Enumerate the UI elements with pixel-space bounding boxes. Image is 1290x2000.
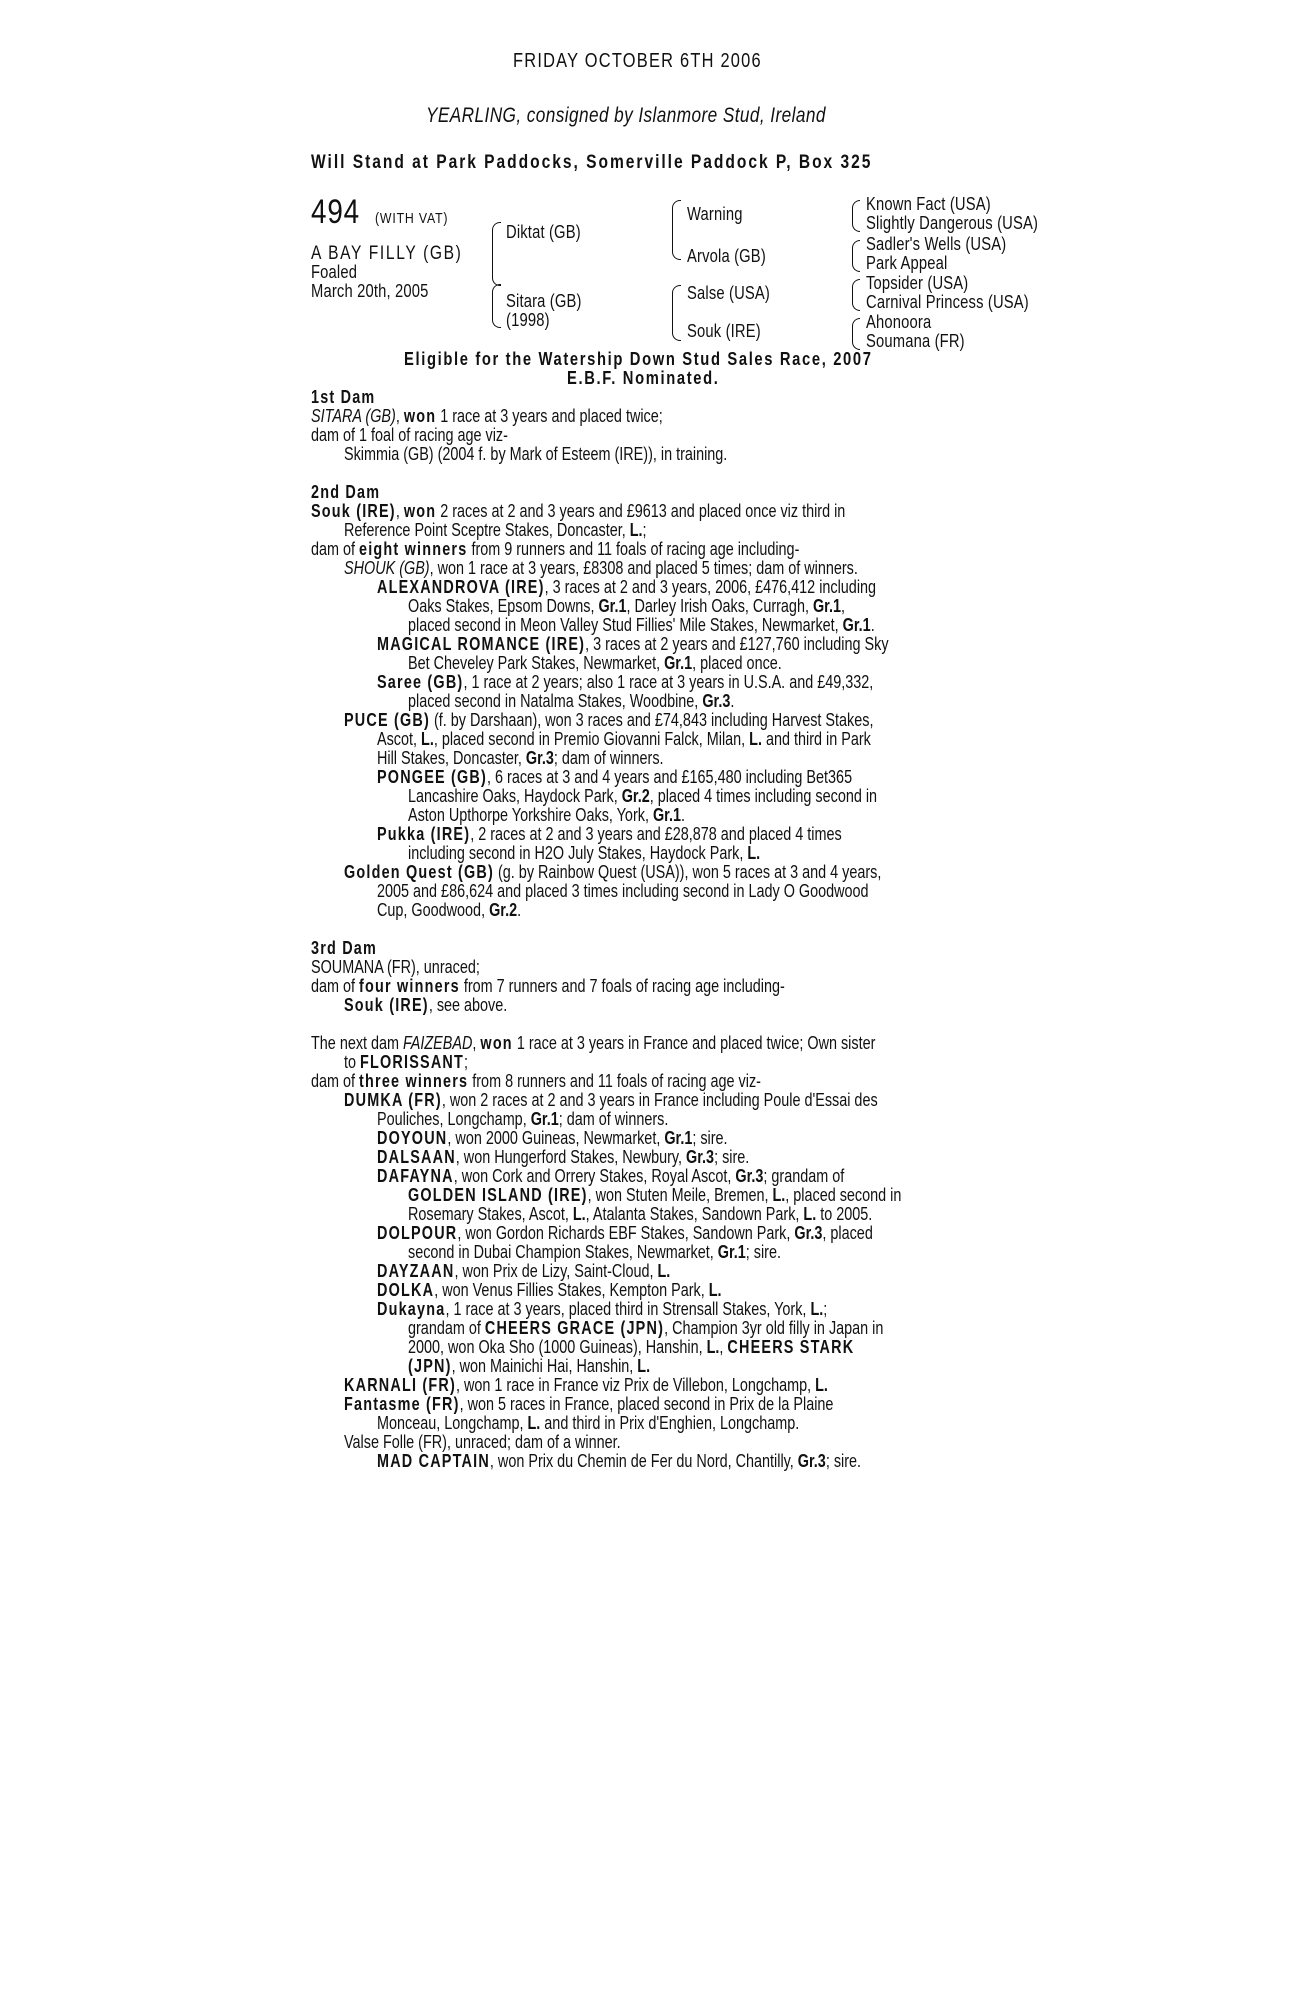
- pedigree-sd: Arvola (GB): [687, 246, 766, 266]
- pedigree-ddd: Soumana (FR): [866, 331, 965, 351]
- third-dam-heading: 3rd Dam: [311, 938, 378, 958]
- sale-date: FRIDAY OCTOBER 6TH 2006: [513, 50, 762, 72]
- alexandrova-entry: ALEXANDROVA (IRE), 3 races at 2 and 3 years, 2006, £476,412 including: [377, 577, 877, 597]
- sds-brace: [852, 240, 860, 272]
- ss-brace: [672, 200, 681, 260]
- pedigree-dam-year: (1998): [506, 310, 550, 330]
- pedigree-dsd: Carnival Princess (USA): [866, 292, 1029, 312]
- pedigree-ds: Salse (USA): [687, 283, 771, 303]
- dolpour-entry: DOLPOUR, won Gordon Richards EBF Stakes, Sandown Park, Gr.3, placed: [377, 1223, 873, 1243]
- dss-brace: [852, 279, 860, 311]
- dukayna-entry: Dukayna, 1 race at 3 years, placed third in Strensall Stakes, York, L.;: [377, 1299, 828, 1319]
- valse-folle-entry: Valse Folle (FR), unraced; dam of a winner.: [344, 1432, 621, 1452]
- dalsaan-entry: DALSAAN, won Hungerford Stakes, Newbury, Gr.3; sire.: [377, 1147, 750, 1167]
- pukka-entry: Pukka (IRE), 2 races at 2 and 3 years and £28,878 and placed 4 times: [377, 824, 842, 844]
- pedigree-ss: Warning: [687, 204, 743, 224]
- dumka-entry: DUMKA (FR), won 2 races at 2 and 3 years in France including Poule d'Essai des: [344, 1090, 878, 1110]
- pedigree-dds: Ahonoora: [866, 312, 932, 332]
- pedigree-dam: Sitara (GB): [506, 291, 582, 311]
- fantasme-entry: Fantasme (FR), won 5 races in France, placed second in Prix de la Plaine: [344, 1394, 834, 1414]
- dayzaan-entry: DAYZAAN, won Prix de Lizy, Saint-Cloud, L.: [377, 1261, 671, 1281]
- sire-brace: [492, 222, 501, 286]
- mad-captain-entry: MAD CAPTAIN, won Prix du Chemin de Fer du Nord, Chantilly, Gr.3; sire.: [377, 1451, 862, 1471]
- first-dam-line: SITARA (GB), won 1 race at 3 years and placed twice;: [311, 406, 663, 426]
- vat-note: (WITH VAT): [375, 210, 449, 227]
- ebf-nominated: E.B.F. Nominated.: [567, 368, 720, 388]
- consignor-line: YEARLING, consigned by Islanmore Stud, Ireland: [426, 104, 826, 127]
- pedigree-dd: Souk (IRE): [687, 321, 761, 341]
- second-dam-line: Souk (IRE), won 2 races at 2 and 3 years and £9613 and placed once viz third in: [311, 501, 846, 521]
- dolka-entry: DOLKA, won Venus Fillies Stakes, Kempton Park, L.: [377, 1280, 722, 1300]
- sss-brace: [852, 200, 860, 232]
- karnali-entry: KARNALI (FR), won 1 race in France viz Prix de Villebon, Longchamp, L.: [344, 1375, 828, 1395]
- stand-location: Will Stand at Park Paddocks, Somerville Paddock P, Box 325: [311, 152, 873, 173]
- catalogue-page: FRIDAY OCTOBER 6TH 2006 YEARLING, consigned by Islanmore Stud, Ireland Will Stand at Park Paddocks, Somerville Paddock P, Box 325 494 (WITH VAT) A BAY FILLY (GB) Foaled March 20th, 2005 Diktat (GB) Sitara (GB) (1998) Warning Arvola (GB) Salse (USA) Souk (IRE) Known Fact (USA) Slightly Dangerous (USA) Sadler's Wells (USA) Park Appeal Topsider (USA) Carnival Princess (USA) Ahonoora Soumana (FR) Eligible for the Watership Down Stud Sales Race, 2007 E.B.F. Nominated. 1st Dam SITARA (GB), won 1 race at 3 years and placed twice; dam of 1 foal of racing age viz- Skimmia (GB) (2004 f. by Mark of Esteem (IRE)), in training. 2nd Dam Souk (IRE), won 2 races at 2 and 3 years and £9613 and placed once viz third in Reference Point Sceptre Stakes, Doncaster, L.; dam of eight winners from 9 runners and 11 foals of racing age including- SHOUK (GB), won 1 race at 3 years, £8308 and placed 5 times; dam of winners. ALEXANDROVA (IRE), 3 races at 2 and 3 years, 2006, £476,412 including Oaks Stakes, Epsom Downs, Gr.1, Darley Irish Oaks, Curragh, Gr.1, placed second in Meon Valley Stud Fillies' Mile Stakes, Newmarket, Gr.1. MAGICAL ROMANCE (IRE), 3 races at 2 years and £127,760 including Sky Bet Cheveley Park Stakes, Newmarket, Gr.1, placed once. Saree (GB), 1 race at 2 years; also 1 race at 3 years in U.S.A. and £49,332, placed second in Natalma Stakes, Woodbine, Gr.3. PUCE (GB) (f. by Darshaan), won 3 races and £74,843 including Harvest Stakes, Ascot, L., placed second in Premio Giovanni Falck, Milan, L. and third in Park Hill Stakes, Doncaster, Gr.3; dam of winners. PONGEE (GB), 6 races at 3 and 4 years and £165,480 including Bet365 Lancashire Oaks, Haydock Park, Gr.2, placed 4 times including second in Aston Upthorpe Yorkshire Oaks, York, Gr.1. Pukka (IRE), 2 races at 2 and 3 years and £28,878 and placed 4 times including second in H2O July Stakes, Haydock Park, L. Golden Quest (GB) (g. by Rainbow Quest (USA)), won 5 races at 3 and 4 years, 2005 and £86,624 and placed 3 times including second in Lady O Goodwood Cup, Goodwood, Gr.2. 3rd Dam SOUMANA (FR), unraced; dam of four winners from 7 runners and 7 foals of racing age including- Souk (IRE), see above. The next dam FAIZEBAD, won 1 race at 3 years in France and placed twice; Own sister to FLORISSANT; dam of three winners from 8 runners and 11 foals of racing age viz- DUMKA (FR), won 2 races at 2 and 3 years in France including Poule d'Essai des Pouliches, Longchamp, Gr.1; dam of winners. DOYOUN, won 2000 Guineas, Newmarket, Gr.1; sire. DALSAAN, won Hungerford Stakes, Newbury, Gr.3; sire. DAFAYNA, won Cork and Orrery Stakes, Royal Ascot, Gr.3; grandam of GOLDEN ISLAND (IRE), won Stuten Meile, Bremen, L., placed second in Rosemary Stakes, Ascot, L., Atalanta Stakes, Sandown Park, L. to 2005. DOLPOUR, won Gordon Richards EBF Stakes, Sandown Park, Gr.3, placed second in Dubai Champion Stakes, Newmarket, Gr.1; sire. DAYZAAN, won Prix de Lizy, Saint-Cloud, L. DOLKA, won Venus Fillies Stakes, Kempton Park, L. Dukayna, 1 race at 3 years, placed third in Strensall Stakes, York, L.; grandam of CHEERS GRACE (JPN), Champion 3yr old filly in Japan in 2000, won Oka Sho (1000 Guineas), Hanshin, L., CHEERS STARK (JPN), won Mainichi Hai, Hanshin, L. KARNALI (FR), won 1 race in France viz Prix de Villebon, Longchamp, L. Fantasme (FR), won 5 races in France, placed second in Prix de la Plaine Monceau, Longchamp, L. and third in Prix d'Enghien, Longchamp. Valse Folle (FR), unraced; dam of a winner. MAD CAPTAIN, won Prix du Chemin de Fer du Nord, Chantilly, Gr.3; sire.: [311, 50, 1039, 1471]
- doyoun-entry: DOYOUN, won 2000 Guineas, Newmarket, Gr.1; sire.: [377, 1128, 728, 1148]
- eligibility-race: Eligible for the Watership Down Stud Sales Race, 2007: [404, 349, 873, 369]
- second-dam-heading: 2nd Dam: [311, 482, 381, 502]
- next-dam-line: The next dam FAIZEBAD, won 1 race at 3 years in France and placed twice; Own sister: [311, 1033, 876, 1053]
- pedigree-sdd: Park Appeal: [866, 253, 948, 273]
- pedigree-ssd: Slightly Dangerous (USA): [866, 213, 1039, 233]
- pedigree-sire: Diktat (GB): [506, 222, 581, 242]
- first-dam-foal: Skimmia (GB) (2004 f. by Mark of Esteem (IRE)), in training.: [344, 444, 728, 464]
- magical-romance-entry: MAGICAL ROMANCE (IRE), 3 races at 2 years and £127,760 including Sky: [377, 634, 889, 654]
- pedigree-sds: Sadler's Wells (USA): [866, 234, 1007, 254]
- lot-number: 494: [311, 193, 360, 231]
- saree-entry: Saree (GB), 1 race at 2 years; also 1 race at 3 years in U.S.A. and £49,332,: [377, 672, 874, 692]
- first-dam-produce: dam of 1 foal of racing age viz-: [311, 425, 508, 445]
- puce-entry: PUCE (GB) (f. by Darshaan), won 3 races and £74,843 including Harvest Stakes,: [344, 710, 874, 730]
- pongee-entry: PONGEE (GB), 6 races at 3 and 4 years and £165,480 including Bet365: [377, 767, 853, 787]
- pedigree-dss: Topsider (USA): [866, 273, 969, 293]
- lot-name: A BAY FILLY (GB): [311, 243, 463, 264]
- first-dam-heading: 1st Dam: [311, 387, 376, 407]
- ds-brace: [672, 285, 681, 341]
- dds-brace: [852, 318, 860, 350]
- foaled-date: March 20th, 2005: [311, 281, 429, 301]
- golden-quest-entry: Golden Quest (GB) (g. by Rainbow Quest (USA)), won 5 races at 3 and 4 years,: [344, 862, 882, 882]
- shouk-entry: SHOUK (GB), won 1 race at 3 years, £8308 and placed 5 times; dam of winners.: [344, 558, 858, 578]
- dafayna-entry: DAFAYNA, won Cork and Orrery Stakes, Royal Ascot, Gr.3; grandam of: [377, 1166, 845, 1186]
- foaled-label: Foaled: [311, 262, 358, 282]
- pedigree-sss: Known Fact (USA): [866, 194, 991, 214]
- dam-brace: [492, 284, 501, 328]
